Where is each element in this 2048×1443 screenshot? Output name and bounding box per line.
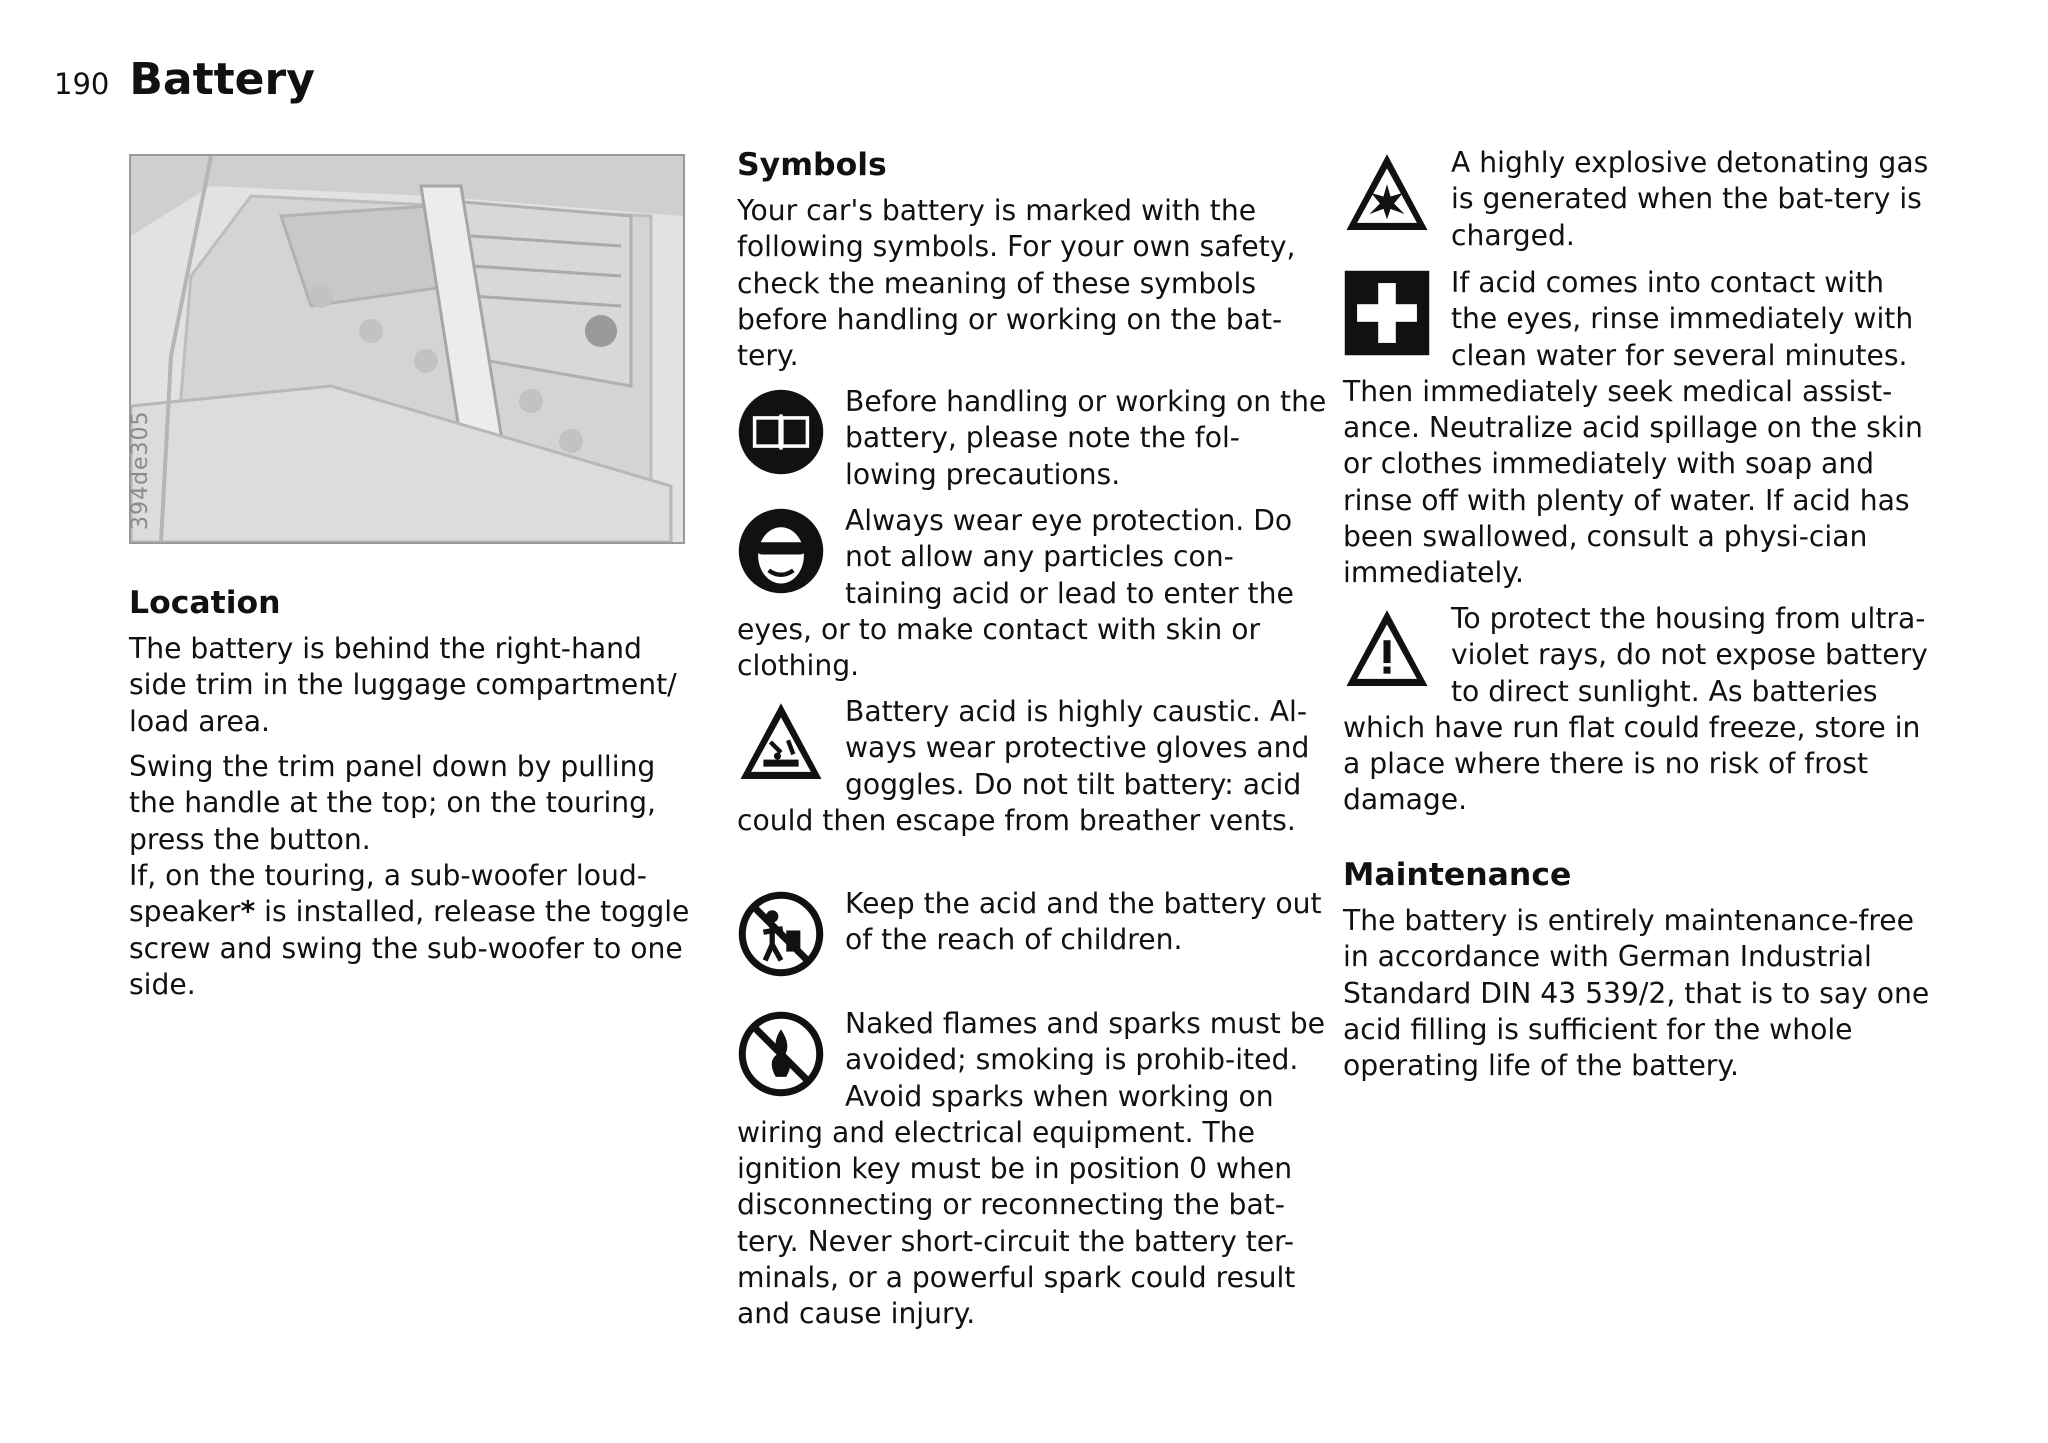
symbol-text-children: Keep the acid and the battery out of the reach of children. bbox=[845, 887, 1322, 957]
page-number: 190 bbox=[54, 67, 110, 101]
symbols-heading: Symbols bbox=[737, 147, 887, 183]
symbol-item-no-flames bbox=[737, 1006, 1327, 1333]
symbol-item-explosive bbox=[1343, 145, 1933, 254]
location-paragraph-3 bbox=[129, 858, 707, 1003]
explosive-warning-icon bbox=[1343, 149, 1431, 237]
symbol-item-general-warning bbox=[1343, 601, 1933, 819]
eye-protection-icon bbox=[737, 507, 825, 595]
general-warning-icon bbox=[1343, 605, 1431, 693]
page-title: Battery bbox=[129, 54, 315, 105]
first-aid-icon bbox=[1343, 269, 1431, 357]
symbol-text-first-aid: If acid comes into contact with the eyes, rinse immediately with clean water for several minutes. Then immediately seek medical assist-ance. Neutralize acid spillage on the skin or clothes immediately with soap and rinse off with plenty of water. If acid has been swallowed, consult a physi-cian immediately. bbox=[1343, 266, 1923, 590]
symbol-item-first-aid bbox=[1343, 265, 1933, 592]
keep-away-children-icon bbox=[737, 890, 825, 978]
page-header bbox=[54, 54, 315, 105]
battery-location-illustration bbox=[129, 154, 685, 544]
location-paragraph-2: Swing the trim panel down by pulling the handle at the top; on the touring, press the button. bbox=[129, 750, 656, 856]
manual-book-icon bbox=[737, 388, 825, 476]
symbol-text-explosive: A highly explosive detonating gas is generated when the bat-tery is charged. bbox=[1451, 146, 1929, 252]
figure-id: 394de305 bbox=[128, 410, 153, 530]
symbol-text-corrosive: Battery acid is highly caustic. Al-ways wear protective gloves and goggles. Do not tilt battery: acid could then escape from breather vents. bbox=[737, 695, 1310, 837]
symbols-intro: Your car's battery is marked with the following symbols. For your own safety, check the meaning of these symbols before handling or working on the bat-tery. bbox=[737, 194, 1296, 373]
symbol-text-no-flames: Naked flames and sparks must be avoided; smoking is prohib-ited. Avoid sparks when working on wiring and electrical equipment. The ignition key must be in position 0 when disconnecting or reconnecting the bat-tery. Never short-circuit the battery ter-minals, or a powerful spark could result and cause injury. bbox=[737, 1007, 1325, 1331]
location-p3-after: is installed, release the toggle screw and swing the sub-woofer to one side. bbox=[129, 895, 690, 1001]
symbol-text-general-warning: To protect the housing from ultra-violet rays, do not expose battery to direct sunlight. As batteries which have run flat could freeze, store in a place where there is no risk of frost damage. bbox=[1343, 602, 1928, 817]
corrosive-warning-icon bbox=[737, 698, 825, 786]
symbol-item-corrosive bbox=[737, 694, 1327, 839]
symbol-item-eye-protection bbox=[737, 503, 1327, 684]
symbol-text-manual: Before handling or working on the battery, please note the fol-lowing precautions. bbox=[845, 385, 1327, 491]
location-heading: Location bbox=[129, 585, 281, 621]
optional-equipment-star: * bbox=[240, 895, 256, 929]
symbol-text-eye-protection: Always wear eye protection. Do not allow any particles con-taining acid or lead to enter the eyes, or to make contact with skin or clothing. bbox=[737, 504, 1294, 683]
location-paragraph-1: The battery is behind the right-hand side trim in the luggage compartment/ load area. bbox=[129, 632, 677, 738]
no-flames-icon bbox=[737, 1010, 825, 1098]
maintenance-heading: Maintenance bbox=[1343, 857, 1572, 893]
symbol-item-manual bbox=[737, 384, 1327, 493]
maintenance-paragraph: The battery is entirely maintenance-free in accordance with German Industrial Standard DIN 43 539/2, that is to say one acid filling is sufficient for the whole operating life of the battery. bbox=[1343, 904, 1930, 1083]
symbol-item-children bbox=[737, 886, 1327, 978]
location-p3-before: If, on the touring, a sub-woofer loud-speaker bbox=[129, 859, 647, 929]
